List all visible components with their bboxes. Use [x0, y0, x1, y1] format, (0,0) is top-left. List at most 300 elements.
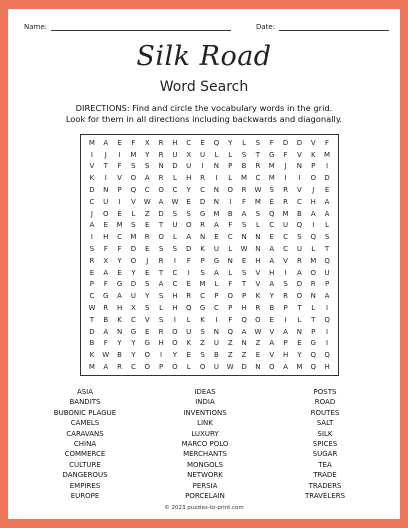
- grid-letter[interactable]: R: [158, 327, 164, 336]
- grid-letter[interactable]: G: [130, 327, 137, 336]
- grid-letter[interactable]: Y: [117, 339, 122, 348]
- grid-letter[interactable]: D: [172, 162, 178, 171]
- grid-letter[interactable]: D: [241, 363, 247, 372]
- grid-letter[interactable]: E: [145, 221, 150, 230]
- grid-letter[interactable]: G: [144, 339, 150, 348]
- grid-letter[interactable]: M: [88, 138, 95, 147]
- grid-letter[interactable]: X: [186, 150, 192, 159]
- grid-letter[interactable]: S: [241, 150, 247, 159]
- grid-letter[interactable]: S: [241, 268, 247, 277]
- grid-letter[interactable]: C: [186, 138, 192, 147]
- grid-letter[interactable]: Y: [186, 186, 191, 195]
- grid-letter[interactable]: Y: [131, 339, 136, 348]
- grid-letter[interactable]: C: [296, 197, 302, 206]
- grid-letter[interactable]: G: [103, 292, 109, 301]
- grid-letter[interactable]: O: [255, 315, 261, 324]
- grid-letter[interactable]: Y: [228, 138, 233, 147]
- grid-letter[interactable]: S: [200, 327, 205, 336]
- grid-letter[interactable]: I: [187, 268, 190, 277]
- grid-letter[interactable]: K: [200, 245, 205, 254]
- grid-letter[interactable]: T: [241, 280, 247, 289]
- grid-letter[interactable]: M: [213, 209, 220, 218]
- grid-letter[interactable]: I: [326, 304, 329, 313]
- grid-letter[interactable]: I: [326, 162, 329, 171]
- grid-letter[interactable]: N: [116, 327, 123, 336]
- grid-letter[interactable]: W: [171, 197, 179, 206]
- grid-letter[interactable]: Y: [172, 351, 178, 360]
- grid-letter[interactable]: M: [282, 209, 289, 218]
- grid-letter[interactable]: T: [297, 304, 302, 313]
- grid-letter[interactable]: R: [283, 197, 288, 206]
- grid-letter[interactable]: C: [172, 280, 178, 289]
- grid-letter[interactable]: A: [214, 221, 219, 230]
- grid-letter[interactable]: F: [228, 221, 233, 230]
- grid-letter[interactable]: Q: [324, 315, 330, 324]
- grid-letter[interactable]: E: [186, 351, 191, 360]
- grid-letter[interactable]: H: [172, 304, 178, 313]
- grid-letter[interactable]: F: [283, 150, 288, 159]
- grid-letter[interactable]: L: [228, 150, 233, 159]
- grid-letter[interactable]: G: [199, 304, 206, 313]
- grid-letter[interactable]: A: [103, 268, 109, 277]
- grid-letter[interactable]: L: [311, 304, 316, 313]
- grid-letter[interactable]: B: [241, 162, 247, 171]
- grid-letter[interactable]: T: [103, 162, 108, 171]
- grid-letter[interactable]: S: [269, 186, 274, 195]
- grid-letter[interactable]: K: [200, 315, 205, 324]
- grid-letter[interactable]: E: [186, 280, 191, 289]
- grid-letter[interactable]: S: [145, 162, 150, 171]
- grid-letter[interactable]: Y: [145, 150, 150, 159]
- grid-letter[interactable]: C: [117, 233, 123, 242]
- grid-letter[interactable]: L: [131, 209, 136, 218]
- grid-letter[interactable]: U: [172, 221, 178, 230]
- grid-letter[interactable]: E: [269, 233, 274, 242]
- grid-letter[interactable]: P: [214, 292, 219, 301]
- grid-letter[interactable]: A: [269, 245, 275, 254]
- grid-letter[interactable]: A: [186, 233, 192, 242]
- grid-letter[interactable]: T: [89, 315, 95, 324]
- grid-letter[interactable]: H: [103, 233, 109, 242]
- grid-letter[interactable]: U: [324, 268, 330, 277]
- grid-letter[interactable]: L: [214, 150, 219, 159]
- grid-letter[interactable]: I: [160, 351, 163, 360]
- grid-letter[interactable]: C: [172, 186, 178, 195]
- grid-letter[interactable]: J: [284, 162, 287, 171]
- grid-letter[interactable]: C: [89, 197, 95, 206]
- grid-letter[interactable]: V: [269, 351, 275, 360]
- grid-letter[interactable]: A: [269, 339, 275, 348]
- grid-letter[interactable]: T: [324, 245, 330, 254]
- grid-letter[interactable]: D: [186, 245, 192, 254]
- grid-letter[interactable]: O: [268, 363, 275, 372]
- grid-letter[interactable]: I: [284, 315, 287, 324]
- grid-letter[interactable]: L: [228, 245, 233, 254]
- grid-letter[interactable]: V: [117, 174, 122, 183]
- grid-letter[interactable]: G: [310, 339, 316, 348]
- grid-letter[interactable]: S: [158, 245, 164, 254]
- grid-letter[interactable]: O: [102, 209, 109, 218]
- grid-letter[interactable]: W: [254, 186, 262, 195]
- grid-letter[interactable]: R: [241, 186, 247, 195]
- grid-letter[interactable]: R: [158, 256, 164, 265]
- grid-letter[interactable]: Q: [130, 186, 137, 195]
- grid-letter[interactable]: E: [269, 315, 274, 324]
- grid-letter[interactable]: C: [213, 304, 219, 313]
- grid-letter[interactable]: S: [131, 221, 136, 230]
- grid-letter[interactable]: E: [297, 339, 302, 348]
- grid-letter[interactable]: C: [227, 233, 233, 242]
- grid-letter[interactable]: O: [296, 292, 303, 301]
- grid-letter[interactable]: W: [102, 351, 110, 360]
- grid-letter[interactable]: A: [269, 256, 275, 265]
- grid-letter[interactable]: A: [214, 268, 219, 277]
- grid-letter[interactable]: E: [324, 186, 330, 195]
- grid-letter[interactable]: R: [255, 162, 261, 171]
- grid-letter[interactable]: I: [173, 256, 176, 265]
- grid-letter[interactable]: W: [226, 363, 234, 372]
- grid-letter[interactable]: K: [186, 339, 192, 348]
- grid-letter[interactable]: J: [146, 256, 149, 265]
- grid-letter[interactable]: A: [269, 280, 275, 289]
- grid-letter[interactable]: O: [172, 327, 178, 336]
- grid-letter[interactable]: L: [186, 363, 191, 372]
- grid-letter[interactable]: A: [144, 174, 150, 183]
- grid-letter[interactable]: E: [200, 138, 205, 147]
- grid-letter[interactable]: A: [158, 280, 164, 289]
- grid-letter[interactable]: T: [158, 221, 164, 230]
- grid-letter[interactable]: X: [131, 304, 136, 313]
- grid-letter[interactable]: H: [324, 363, 330, 372]
- grid-letter[interactable]: E: [186, 197, 191, 206]
- grid-letter[interactable]: Q: [324, 351, 330, 360]
- grid-letter[interactable]: U: [296, 245, 302, 254]
- grid-letter[interactable]: N: [310, 292, 316, 301]
- grid-letter[interactable]: R: [144, 233, 150, 242]
- grid-letter[interactable]: Q: [310, 363, 316, 372]
- grid-letter[interactable]: L: [242, 138, 247, 147]
- grid-letter[interactable]: T: [311, 315, 316, 324]
- grid-letter[interactable]: R: [158, 138, 164, 147]
- grid-letter[interactable]: N: [213, 162, 220, 171]
- grid-letter[interactable]: Q: [241, 315, 247, 324]
- grid-letter[interactable]: F: [117, 162, 122, 171]
- grid-letter[interactable]: A: [283, 327, 288, 336]
- grid-letter[interactable]: I: [215, 174, 218, 183]
- name-line[interactable]: [51, 23, 231, 31]
- grid-letter[interactable]: C: [144, 186, 150, 195]
- grid-letter[interactable]: S: [131, 162, 136, 171]
- grid-letter[interactable]: S: [158, 292, 164, 301]
- grid-letter[interactable]: Q: [227, 327, 233, 336]
- grid-letter[interactable]: N: [213, 197, 220, 206]
- grid-letter[interactable]: I: [118, 197, 121, 206]
- grid-letter[interactable]: B: [214, 351, 219, 360]
- grid-letter[interactable]: F: [242, 197, 247, 206]
- grid-letter[interactable]: M: [130, 150, 137, 159]
- grid-letter[interactable]: O: [185, 221, 192, 230]
- grid-letter[interactable]: R: [200, 221, 205, 230]
- grid-letter[interactable]: R: [283, 292, 288, 301]
- grid-letter[interactable]: U: [200, 150, 206, 159]
- grid-letter[interactable]: S: [200, 268, 205, 277]
- grid-letter[interactable]: B: [297, 209, 302, 218]
- grid-letter[interactable]: R: [158, 150, 164, 159]
- grid-letter[interactable]: V: [131, 197, 136, 206]
- grid-letter[interactable]: A: [103, 138, 109, 147]
- grid-letter[interactable]: Z: [227, 339, 233, 348]
- date-line[interactable]: [279, 23, 389, 31]
- grid-letter[interactable]: C: [172, 268, 178, 277]
- grid-letter[interactable]: E: [269, 197, 274, 206]
- grid-letter[interactable]: L: [172, 233, 177, 242]
- grid-letter[interactable]: S: [297, 233, 302, 242]
- grid-letter[interactable]: M: [310, 256, 317, 265]
- grid-letter[interactable]: L: [311, 245, 316, 254]
- grid-letter[interactable]: D: [89, 186, 95, 195]
- grid-letter[interactable]: R: [158, 174, 164, 183]
- grid-letter[interactable]: C: [130, 315, 136, 324]
- grid-letter[interactable]: D: [130, 280, 137, 289]
- grid-letter[interactable]: A: [117, 292, 122, 301]
- grid-letter[interactable]: A: [297, 268, 302, 277]
- grid-letter[interactable]: Z: [255, 339, 261, 348]
- grid-letter[interactable]: O: [144, 351, 150, 360]
- grid-letter[interactable]: K: [89, 351, 95, 360]
- grid-letter[interactable]: U: [213, 363, 219, 372]
- grid-letter[interactable]: E: [214, 233, 219, 242]
- grid-letter[interactable]: S: [158, 315, 164, 324]
- grid-letter[interactable]: E: [241, 256, 247, 265]
- grid-letter[interactable]: I: [90, 150, 93, 159]
- grid-letter[interactable]: W: [254, 327, 262, 336]
- grid-letter[interactable]: E: [103, 221, 108, 230]
- grid-letter[interactable]: O: [158, 233, 164, 242]
- grid-letter[interactable]: D: [296, 280, 303, 289]
- grid-letter[interactable]: P: [89, 280, 95, 289]
- grid-letter[interactable]: A: [324, 292, 330, 301]
- grid-letter[interactable]: G: [269, 150, 275, 159]
- grid-letter[interactable]: L: [255, 221, 260, 230]
- grid-letter[interactable]: C: [130, 363, 136, 372]
- grid-letter[interactable]: P: [158, 363, 164, 372]
- grid-letter[interactable]: R: [200, 174, 205, 183]
- grid-letter[interactable]: L: [228, 174, 233, 183]
- grid-letter[interactable]: I: [326, 339, 329, 348]
- grid-letter[interactable]: V: [255, 280, 261, 289]
- grid-letter[interactable]: T: [255, 150, 261, 159]
- grid-letter[interactable]: R: [186, 292, 192, 301]
- grid-letter[interactable]: A: [103, 363, 109, 372]
- grid-letter[interactable]: N: [103, 186, 109, 195]
- grid-letter[interactable]: P: [324, 280, 330, 289]
- grid-letter[interactable]: M: [268, 162, 275, 171]
- grid-letter[interactable]: P: [311, 162, 316, 171]
- grid-letter[interactable]: A: [158, 197, 164, 206]
- grid-letter[interactable]: U: [186, 327, 192, 336]
- grid-letter[interactable]: N: [241, 233, 247, 242]
- grid-letter[interactable]: N: [296, 162, 303, 171]
- grid-letter[interactable]: S: [145, 280, 150, 289]
- grid-letter[interactable]: A: [241, 209, 247, 218]
- grid-letter[interactable]: H: [158, 339, 164, 348]
- grid-letter[interactable]: H: [116, 304, 123, 313]
- grid-letter[interactable]: O: [310, 268, 316, 277]
- grid-letter[interactable]: R: [296, 256, 302, 265]
- grid-letter[interactable]: Q: [324, 256, 330, 265]
- grid-letter[interactable]: M: [116, 221, 123, 230]
- grid-letter[interactable]: K: [255, 292, 261, 301]
- grid-letter[interactable]: Q: [310, 233, 316, 242]
- grid-letter[interactable]: N: [158, 162, 164, 171]
- grid-letter[interactable]: Y: [131, 268, 136, 277]
- grid-letter[interactable]: C: [200, 292, 206, 301]
- grid-letter[interactable]: V: [89, 162, 95, 171]
- grid-letter[interactable]: U: [172, 150, 178, 159]
- grid-letter[interactable]: P: [228, 162, 233, 171]
- grid-letter[interactable]: K: [89, 174, 95, 183]
- grid-letter[interactable]: A: [241, 327, 247, 336]
- grid-letter[interactable]: V: [255, 268, 261, 277]
- grid-letter[interactable]: N: [213, 186, 220, 195]
- grid-letter[interactable]: O: [144, 363, 150, 372]
- grid-letter[interactable]: Z: [200, 339, 205, 348]
- grid-letter[interactable]: V: [297, 150, 302, 159]
- grid-letter[interactable]: O: [172, 339, 178, 348]
- grid-letter[interactable]: V: [297, 186, 302, 195]
- grid-letter[interactable]: V: [310, 138, 316, 147]
- grid-letter[interactable]: U: [186, 162, 192, 171]
- grid-letter[interactable]: H: [255, 256, 261, 265]
- grid-letter[interactable]: S: [200, 351, 205, 360]
- grid-letter[interactable]: R: [255, 304, 261, 313]
- grid-letter[interactable]: D: [199, 197, 206, 206]
- grid-letter[interactable]: Y: [145, 292, 150, 301]
- grid-letter[interactable]: B: [269, 304, 275, 313]
- grid-letter[interactable]: N: [255, 245, 261, 254]
- grid-letter[interactable]: L: [186, 315, 191, 324]
- grid-letter[interactable]: Q: [213, 138, 220, 147]
- grid-letter[interactable]: P: [283, 339, 288, 348]
- grid-letter[interactable]: M: [241, 174, 248, 183]
- grid-letter[interactable]: S: [186, 209, 191, 218]
- grid-letter[interactable]: Q: [296, 221, 303, 230]
- grid-letter[interactable]: F: [117, 245, 122, 254]
- grid-letter[interactable]: H: [282, 351, 289, 360]
- grid-letter[interactable]: N: [199, 233, 206, 242]
- grid-letter[interactable]: E: [145, 268, 150, 277]
- grid-letter[interactable]: B: [103, 315, 109, 324]
- grid-letter[interactable]: N: [227, 256, 233, 265]
- grid-letter[interactable]: N: [255, 363, 261, 372]
- grid-letter[interactable]: M: [254, 197, 261, 206]
- grid-letter[interactable]: C: [89, 292, 95, 301]
- grid-letter[interactable]: O: [172, 363, 178, 372]
- grid-letter[interactable]: U: [213, 245, 219, 254]
- grid-letter[interactable]: A: [89, 221, 95, 230]
- grid-letter[interactable]: U: [283, 221, 289, 230]
- grid-letter[interactable]: Y: [297, 351, 302, 360]
- grid-letter[interactable]: R: [89, 256, 95, 265]
- grid-letter[interactable]: B: [227, 209, 233, 218]
- grid-letter[interactable]: G: [199, 209, 206, 218]
- grid-letter[interactable]: X: [103, 256, 109, 265]
- grid-letter[interactable]: D: [296, 138, 303, 147]
- grid-letter[interactable]: C: [283, 245, 289, 254]
- grid-letter[interactable]: F: [186, 256, 191, 265]
- grid-letter[interactable]: Z: [227, 351, 233, 360]
- grid-letter[interactable]: Q: [268, 209, 275, 218]
- grid-letter[interactable]: S: [145, 304, 150, 313]
- grid-letter[interactable]: W: [88, 304, 96, 313]
- grid-letter[interactable]: G: [116, 280, 123, 289]
- grid-letter[interactable]: M: [296, 363, 303, 372]
- grid-letter[interactable]: M: [88, 363, 95, 372]
- grid-letter[interactable]: I: [90, 233, 93, 242]
- grid-letter[interactable]: I: [229, 197, 232, 206]
- grid-letter[interactable]: F: [325, 138, 330, 147]
- grid-letter[interactable]: S: [241, 221, 247, 230]
- grid-letter[interactable]: F: [228, 315, 233, 324]
- grid-letter[interactable]: J: [90, 209, 93, 218]
- grid-letter[interactable]: R: [310, 280, 316, 289]
- grid-letter[interactable]: N: [255, 233, 261, 242]
- grid-letter[interactable]: I: [284, 174, 287, 183]
- grid-letter[interactable]: W: [240, 245, 248, 254]
- grid-letter[interactable]: K: [310, 150, 316, 159]
- grid-letter[interactable]: P: [311, 327, 316, 336]
- grid-letter[interactable]: M: [199, 280, 206, 289]
- grid-letter[interactable]: D: [130, 245, 137, 254]
- grid-letter[interactable]: M: [324, 150, 331, 159]
- grid-letter[interactable]: S: [324, 233, 330, 242]
- grid-letter[interactable]: U: [130, 292, 136, 301]
- grid-letter[interactable]: C: [269, 221, 275, 230]
- grid-letter[interactable]: U: [213, 339, 219, 348]
- grid-letter[interactable]: A: [103, 327, 109, 336]
- grid-letter[interactable]: I: [201, 162, 204, 171]
- grid-letter[interactable]: T: [158, 268, 164, 277]
- grid-letter[interactable]: A: [310, 209, 316, 218]
- grid-letter[interactable]: V: [269, 327, 275, 336]
- grid-letter[interactable]: E: [145, 327, 150, 336]
- grid-letter[interactable]: I: [298, 174, 301, 183]
- grid-letter[interactable]: O: [130, 174, 137, 183]
- grid-letter[interactable]: C: [200, 186, 206, 195]
- grid-letter[interactable]: C: [255, 174, 261, 183]
- grid-letter[interactable]: H: [269, 268, 275, 277]
- grid-letter[interactable]: D: [158, 209, 164, 218]
- grid-letter[interactable]: O: [310, 174, 316, 183]
- grid-letter[interactable]: A: [283, 363, 288, 372]
- grid-letter[interactable]: X: [144, 138, 150, 147]
- grid-letter[interactable]: J: [104, 150, 107, 159]
- grid-letter[interactable]: L: [297, 315, 302, 324]
- grid-letter[interactable]: F: [269, 138, 274, 147]
- grid-letter[interactable]: G: [213, 256, 220, 265]
- grid-letter[interactable]: E: [89, 268, 95, 277]
- grid-letter[interactable]: S: [255, 138, 261, 147]
- grid-letter[interactable]: Q: [185, 304, 192, 313]
- grid-letter[interactable]: V: [283, 256, 288, 265]
- grid-letter[interactable]: H: [241, 304, 247, 313]
- grid-letter[interactable]: D: [324, 174, 330, 183]
- grid-letter[interactable]: S: [255, 209, 261, 218]
- grid-letter[interactable]: S: [89, 245, 95, 254]
- grid-letter[interactable]: P: [117, 186, 122, 195]
- grid-letter[interactable]: I: [118, 150, 121, 159]
- grid-letter[interactable]: L: [228, 268, 233, 277]
